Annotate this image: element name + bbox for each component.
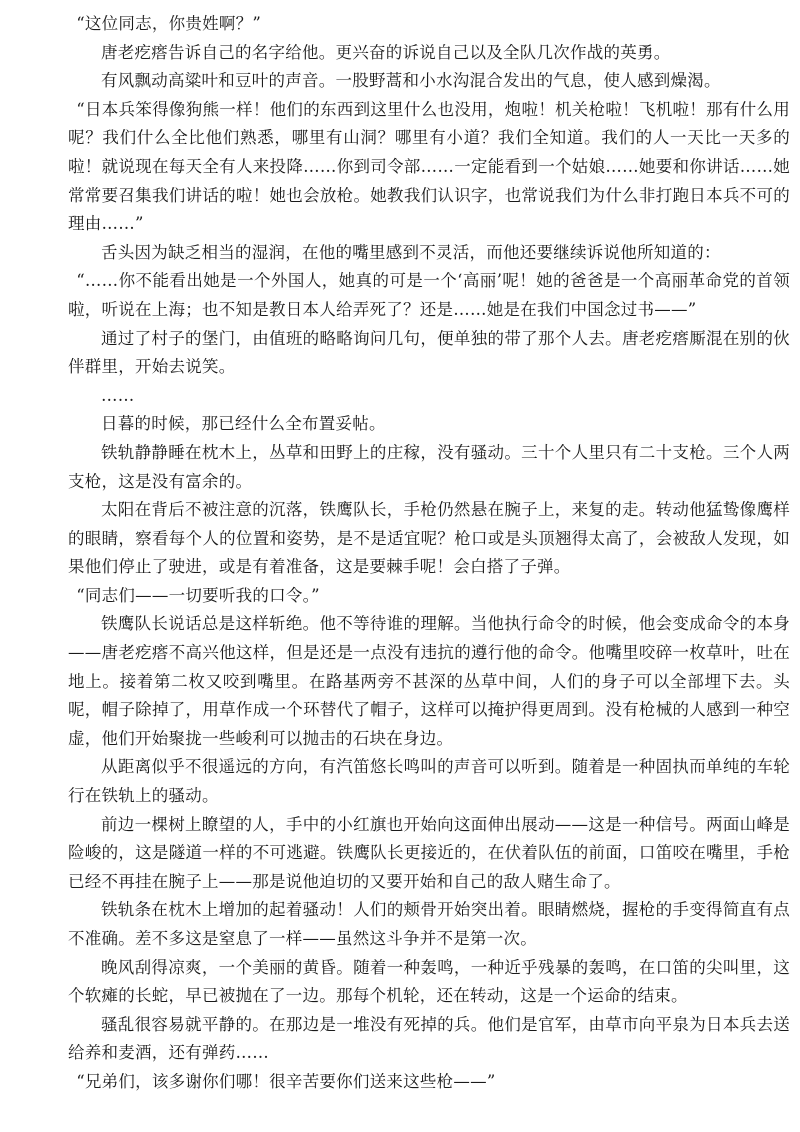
paragraph-13: 铁鹰队长说话总是这样斩绝。他不等待谁的理解。当他执行命令的时候，他会变成命令的本身——唐老疙瘩不高兴他这样，但是还是一点没有违抗的遵行他的命令。他嘴里咬碎一枚草叶，吐在地上。接着第二枚又咬到嘴里。在路基两旁不甚深的丛草中间，人们的身子可以全部埋下去。头呢，帽子除掉了，用草作成一个环替代了帽子，这样可以掩护得更周到。没有枪械的人感到一种空虚，他们开始聚拢一些峻利可以抛击的石块在身边。: [68, 614, 790, 748]
paragraph-17: 晚风刮得凉爽，一个美丽的黄昏。随着一种轰鸣，一种近乎残暴的轰鸣，在口笛的尖叫里，这个软瘫的长蛇，早已被抛在了一边。那每个机轮，还在转动，这是一个运命的结束。: [68, 957, 790, 1006]
paragraph-1: “这位同志，你贵姓啊？”: [76, 14, 262, 33]
paragraph-12: “同志们——一切要听我的口令。”: [76, 585, 320, 605]
paragraph-5: 舌头因为缺乏相当的湿润，在他的嘴里感到不灵活，而他还要继续诉说他所知道的：: [101, 242, 721, 262]
paragraph-11: 太阳在背后不被注意的沉落，铁鹰队长，手枪仍然悬在腕子上，来复的走。转动他猛鸷像鹰样的眼睛，察看每个人的位置和姿势，是不是适宜呢？枪口或是头顶翘得太高了，会被敌人发现，如果他们停止了驶进，或是有着准备，这是要棘手呢！会白搭了子弹。: [68, 500, 790, 577]
paragraph-16: 铁轨条在枕木上增加的起着骚动！人们的颊骨开始突出着。眼睛燃烧，握枪的手变得简直有点不准确。差不多这是窒息了一样——虽然这斗争并不是第一次。: [68, 900, 790, 948]
document-page: [68, 10, 790, 1097]
paragraph-4: “日本兵笨得像狗熊一样！他们的东西到这里什么也没用，炮啦！机关枪啦！飞机啦！那有什么用呢？我们什么全比他们熟悉，哪里有山洞？哪里有小道？我们全知道。我们的人一天比一天多的啦！就说现在每天全有人来投降……你到司令部……一定能看到一个姑娘……她要和你讲话……她常常要召集我们讲话的啦！她也会放枪。她教我们认识字，也常说我们为什么非打跑日本兵不可的理由……”: [68, 99, 790, 234]
paragraph-6: “……你不能看出她是一个外国人，她真的可是一个‘高丽’呢！她的爸爸是一个高丽革命党的首领啦，听说在上海；也不知是教日本人给弄死了？还是……她是在我们中国念过书——”: [68, 271, 790, 319]
paragraph-14: 从距离似乎不很遥远的方向，有汽笛悠长鸣叫的声音可以听到。随着是一种固执而单纯的车轮行在铁轨上的骚动。: [68, 757, 790, 806]
paragraph-15: 前边一棵树上瞭望的人，手中的小红旗也开始向这面伸出展动——这是一种信号。两面山峰是险峻的，这是隧道一样的不可逃避。铁鹰队长更接近的，在伏着队伍的前面，口笛咬在嘴里，手枪已经不再挂在腕子上——那是说他迫切的又要开始和自己的敌人赌生命了。: [68, 814, 790, 891]
paragraph-9: 日暮的时候，那已经什么全布置妥帖。: [101, 414, 386, 434]
paragraph-19: “兄弟们，该多谢你们哪！很辛苦要你们送来这些枪——”: [76, 1071, 496, 1091]
paragraph-10: 铁轨静静睡在枕木上，丛草和田野上的庄稼，没有骚动。三十个人里只有二十支枪。三个人两支枪，这是没有富余的。: [68, 442, 790, 491]
paragraph-7: 通过了村子的堡门，由值班的略略询问几句，便单独的带了那个人去。唐老疙瘩厮混在别的伙伴群里，开始去说笑。: [68, 328, 790, 377]
paragraph-18: 骚乱很容易就平静的。在那边是一堆没有死掉的兵。他们是官军，由草市向平泉为日本兵去送给养和麦酒，还有弹药……: [68, 1014, 790, 1063]
paragraph-ellipsis: ……: [101, 385, 135, 405]
paragraph-2: 唐老疙瘩告诉自己的名字给他。更兴奋的诉说自己以及全队几次作战的英勇。: [101, 42, 671, 62]
paragraph-3: 有风飘动高粱叶和豆叶的声音。一股野蒿和小水沟混合发出的气息，使人感到燥渴。: [101, 71, 721, 91]
